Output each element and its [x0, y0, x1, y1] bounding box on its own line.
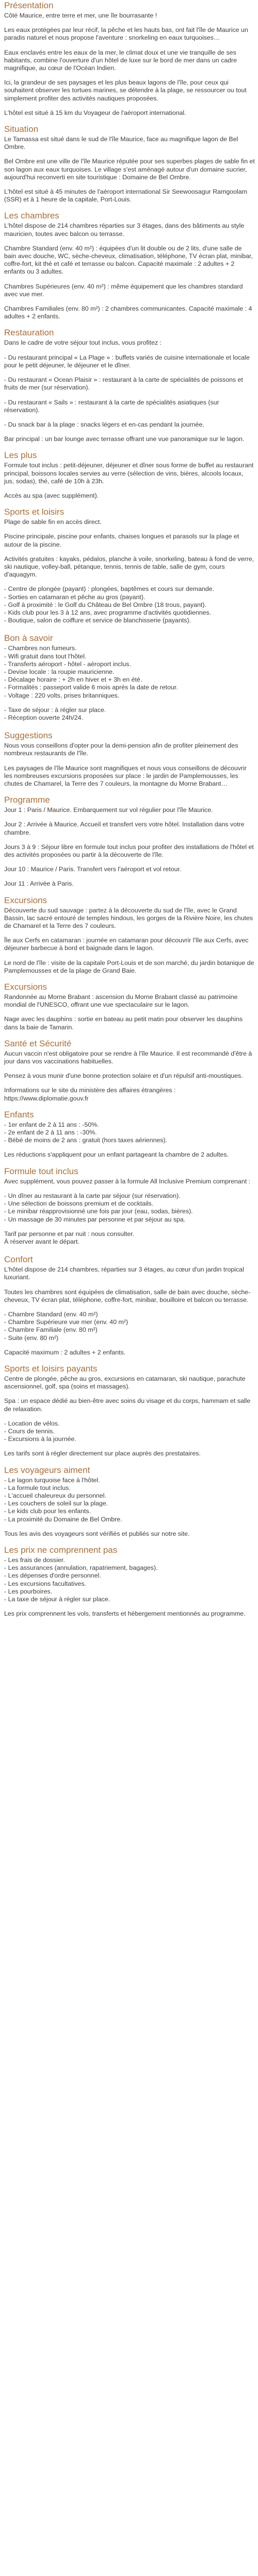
paragraph: Bar principal : un bar lounge avec terrasse offrant une vue panoramique sur le lagon. [4, 435, 245, 443]
section-formule [4, 1166, 255, 1252]
paragraph: Chambre Standard (env. 40 m²) : équipées d'un lit double ou de 2 lits, d'une salle de bain avec douche, WC, sèche-cheveux, climatisation, téléphone, TV écran plat, minibar, coffre-fort, kit thé et café et terrasse ou balcon. Capacité maximale : 2 adultes + 2 enfants ou 3 adultes. [4, 244, 253, 276]
room-type-list [4, 1311, 255, 1342]
list-item: - Chambre Standard (env. 40 m²) [4, 1310, 98, 1318]
section-title: Bon à savoir [4, 633, 53, 643]
section-excursions [4, 895, 255, 975]
section-bon-a-savoir [4, 633, 255, 728]
section-restauration [4, 327, 255, 443]
paragraph: Découverte du sud sauvage : partez à la découverte du sud de l'île, avec le Grand Bassin, lac sacré entouré de temples hindous, les gorges de la Rivière Noire, les chutes de Chamarel et la Terre des 7 couleurs. [4, 906, 253, 930]
section-title: Formule tout inclus [4, 1166, 78, 1176]
list-item: - Les pourboires. [4, 1587, 52, 1595]
section-title: Enfants [4, 1109, 34, 1120]
list-item: - Chambres non fumeurs. [4, 645, 77, 652]
list-item: - Transferts aéroport - hôtel - aéroport inclus. [4, 660, 131, 668]
section-title: Excursions [4, 895, 47, 905]
section-title: Les plus [4, 450, 37, 461]
list-item: - Le lagon turquoise face à l'hôtel. [4, 1476, 100, 1484]
paragraph: Le nord de l'île : visite de la capitale Port-Louis et de son marché, du jardin botanique de Pamplemousses et de la plage de Grand Baie. [4, 959, 254, 974]
section-title: Présentation [4, 1, 54, 10]
child-discount-list [4, 1121, 255, 1145]
list-item: - Formalités : passeport valide 6 mois après la date de retour. [4, 684, 178, 691]
paid-activity-list [4, 1420, 255, 1444]
activity-list [4, 585, 255, 624]
section-title: Restauration [4, 328, 54, 338]
paragraph: - Du restaurant « Sails » : restaurant à la carte de spécialités asiatiques (sur réservation). [4, 398, 219, 414]
paragraph: Dans le cadre de votre séjour tout inclus, vous profitez : [4, 339, 162, 347]
list-item: - Kids club pour les 3 à 12 ans, avec programme d'activités quotidiennes. [4, 608, 212, 616]
paragraph: Jours 3 à 9 : Séjour libre en formule tout inclus pour profiter des installations de l'hôtel et des activités proposées ou partir à la découverte de l'île. [4, 843, 254, 859]
section-enfants [4, 1109, 255, 1159]
paragraph: Les prix comprennent les vols, transferts et hébergement mentionnés au programme. [4, 1610, 246, 1618]
paragraph: Côté Maurice, entre terre et mer, une île bourrasante ! [4, 12, 157, 19]
paragraph: Aucun vaccin n'est obligatoire pour se rendre à l'île Maurice. Il est recommandé d'être à jour dans vos vaccinations habituelles. [4, 1049, 252, 1065]
list-item: - Les assurances (annulation, rapatriement, bagages). [4, 1564, 158, 1572]
list-item: - La proximité du Domaine de Bel Ombre. [4, 1515, 122, 1523]
premium-notes [4, 1230, 255, 1246]
list-item: - Boutique, salon de coiffure et service de blanchisserie (payants). [4, 617, 191, 624]
section-prix-exclus [4, 1545, 255, 1618]
list-item: - Wifi gratuit dans tout l'hôtel. [4, 652, 87, 660]
paragraph: Ici, la grandeur de ses paysages et les plus beaux lagons de l'île, pour ceux qui souhaitent observer les tortues marines, se détendre à la plage, se ressourcer ou tout simplement profiter des activités nautiques proposées. [4, 79, 247, 102]
section-excursions-extra [4, 981, 255, 1031]
paragraph: L'hôtel est situé à 15 km du Voyageur de l'aéroport international. [4, 109, 186, 116]
list-item: - Golf à proximité : le Golf du Château de Bel Ombre (18 trous, payant). [4, 601, 206, 608]
paragraph: Jour 10 : Maurice / Paris. Transfert vers l'aéroport et vol retour. [4, 866, 182, 873]
section-title: Sports et loisirs [4, 507, 64, 517]
section-title: Suggestions [4, 731, 53, 741]
paragraph: Jour 1 : Paris / Maurice. Embarquement sur vol régulier pour l'île Maurice. [4, 806, 213, 814]
info-list-extra [4, 706, 255, 722]
info-list [4, 645, 255, 699]
section-programme [4, 794, 255, 888]
section-title: Situation [4, 124, 39, 134]
premium-list [4, 1192, 255, 1224]
paragraph: Nage avec les dauphins : sortie en bateau au petit matin pour observer les dauphins dans la baie de Tamarin. [4, 1015, 243, 1031]
paragraph: Plage de sable fin en accès direct. [4, 518, 102, 526]
paragraph: Spa : un espace dédié au bien-être avec soins du visage et du corps, hammam et salle de relaxation. [4, 1397, 251, 1413]
section-title: Sports et loisirs payants [4, 1363, 98, 1374]
paragraph: Accès au spa (avec supplément). [4, 492, 99, 499]
section-sports-loisirs [4, 506, 255, 631]
list-item: Tarif par personne et par nuit : nous consulter. [4, 1230, 135, 1238]
list-item: - Excursions à la journée. [4, 1435, 76, 1443]
section-suggestions [4, 730, 255, 788]
highlights-list [4, 1477, 255, 1523]
list-item: - Le minibar réapprovisionné une fois par jour (eau, sodas, bières). [4, 1208, 193, 1215]
list-item: À réserver avant le départ. [4, 1238, 80, 1245]
list-item: - Décalage horaire : + 2h en hiver et + 3h en été. [4, 676, 142, 684]
list-item: - Réception ouverte 24h/24. [4, 714, 83, 721]
list-item: - La formule tout inclus. [4, 1484, 71, 1492]
paragraph: Les paysages de l'île Maurice sont magnifiques et nous vous conseillons de découvrir les nombreuses excursions proposées sur place : le jardin de Pamplemousses, les chutes de Chamarel, la Terre des 7 couleurs, la montagne du Morne Brabant… [4, 764, 247, 787]
paragraph: Jour 2 : Arrivée à Maurice. Accueil et transfert vers votre hôtel. Installation dans votre chambre. [4, 821, 245, 836]
list-item: - Bébé de moins de 2 ans : gratuit (hors taxes aériennes). [4, 1137, 168, 1144]
paragraph: Pensez à vous munir d'une bonne protection solaire et d'un répulsif anti-moustiques. [4, 1072, 243, 1080]
list-item: - Cours de tennis. [4, 1427, 55, 1435]
paragraph: Toutes les chambres sont équipées de climatisation, salle de bain avec douche, sèche-cheveux, TV écran plat, téléphone, coffre-fort, minibar, bouilloire et balcon ou terrasse. [4, 1288, 251, 1303]
section-title: Excursions [4, 982, 47, 992]
paragraph: Centre de plongée, pêche au gros, excursions en catamaran, ski nautique, parachute ascensionnel, golf, spa (soins et massages). [4, 1375, 246, 1391]
list-item: - Sorties en catamaran et pêche au gros (payant). [4, 593, 146, 601]
paragraph: Les réductions s'appliquent pour un enfant partageant la chambre de 2 adultes. [4, 1151, 229, 1159]
list-item: - Un dîner au restaurant à la carte par séjour (sur réservation). [4, 1192, 181, 1199]
paragraph: Île aux Cerfs en catamaran : journée en catamaran pour découvrir l'île aux Cerfs, avec déjeuner barbecue à bord et baignade dans le lagon. [4, 937, 249, 952]
list-item: - Voltage : 220 volts, prises britanniques. [4, 691, 120, 699]
section-sports-payants [4, 1363, 255, 1458]
paragraph: Informations sur le site du ministère des affaires étrangères : https://www.diplomatie.gouv.fr [4, 1087, 176, 1102]
list-item: - Chambre Familiale (env. 80 m²) [4, 1326, 98, 1334]
paragraph: Randonnée au Morne Brabant : ascension du Morne Brabant classé au patrimoine mondial de l'UNESCO, offrant une vue spectaculaire sur le lagon. [4, 993, 238, 1009]
list-item: - Les frais de dossier. [4, 1556, 65, 1564]
paragraph: - Du restaurant principal « La Plage » : buffets variés de cuisine internationale et locale pour le petit déjeuner, le déjeuner et le dîner. [4, 353, 250, 369]
list-item: - Les couchers de soleil sur la plage. [4, 1500, 108, 1507]
paragraph: Activités gratuites : kayaks, pédalos, planche à voile, snorkeling, bateau à fond de verre, ski nautique, volley-ball, pétanque, tennis, tennis de table, salle de gym, cours d'aquagym. [4, 555, 254, 579]
list-item: - Une sélection de boissons premium et de cocktails. [4, 1200, 154, 1208]
list-item: - Location de vélos. [4, 1419, 60, 1427]
list-item: - Un massage de 30 minutes par personne et par séjour au spa. [4, 1215, 186, 1223]
list-item: - Les dépenses d'ordre personnel. [4, 1572, 101, 1580]
paragraph: Avec supplément, vous pouvez passer à la formule All Inclusive Premium comprenant : [4, 1177, 251, 1185]
list-item: - Suite (env. 80 m²) [4, 1334, 59, 1342]
section-title: Les chambres [4, 211, 59, 221]
list-item: - Les excursions facultatives. [4, 1580, 87, 1587]
paragraph: Le Tamassa est situé dans le sud de l'île Maurice, face au magnifique lagon de Bel Ombre. [4, 135, 238, 151]
section-situation [4, 124, 255, 204]
section-confort [4, 1254, 255, 1357]
paragraph: Capacité maximum : 2 adultes + 2 enfants. [4, 1348, 126, 1356]
paragraph: Chambres Familiales (env. 80 m²) : 2 chambres communicantes. Capacité maximale : 4 adultes + 2 enfants. [4, 305, 252, 320]
paragraph: L'hôtel dispose de 214 chambres réparties sur 3 étages, dans des bâtiments au style mauricien, toutes avec balcon ou terrasse. [4, 222, 245, 238]
section-title: Programme [4, 795, 50, 805]
paragraph: - Du restaurant « Ocean Plaisir » : restaurant à la carte de spécialités de poissons et fruits de mer (sur réservation). [4, 376, 243, 392]
paragraph: Les tarifs sont à régler directement sur place auprès des prestataires. [4, 1450, 201, 1458]
paragraph: Bel Ombre est une ville de l'île Maurice réputée pour ses superbes plages de sable fin et son lagon aux eaux turquoises. Le village s'est aménagé autour d'un domaine sucrier, aujourd'hui reconverti en site touristique : Domaine de Bel Ombre. [4, 158, 255, 181]
section-voyageurs-aiment [4, 1465, 255, 1538]
excluded-list [4, 1556, 255, 1603]
paragraph: Jour 11 : Arrivée à Paris. [4, 880, 74, 888]
section-sante-securite [4, 1038, 255, 1103]
section-title: Les prix ne comprennent pas [4, 1545, 118, 1555]
list-item: - 2e enfant de 2 à 11 ans : -30%. [4, 1129, 97, 1137]
paragraph: Eaux enclavés entre les eaux de la mer, le climat doux et une vie tranquille de ses habitants, combine l'ouverture d'un hôtel de luxe sur le bord de mer dans un cadre magnifique, au cœur de l'Océan Indien. [4, 48, 237, 72]
section-title: Santé et Sécurité [4, 1038, 72, 1048]
list-item: - Taxe de séjour : à régler sur place. [4, 706, 106, 714]
list-item: - La taxe de séjour à régler sur place. [4, 1596, 110, 1603]
section-chambres [4, 210, 255, 320]
section-presentation [4, 0, 255, 117]
paragraph: L'hôtel est situé à 45 minutes de l'aéroport international Sir Seewoosagur Ramgoolam (SSR) et à 1 heure de la capitale, Port-Louis. [4, 188, 248, 204]
paragraph: L'hôtel dispose de 214 chambres, réparties sur 3 étages, au cœur d'un jardin tropical luxuriant. [4, 1266, 244, 1281]
list-item: - Devise locale : la roupie mauricienne. [4, 668, 115, 675]
list-item: - 1er enfant de 2 à 11 ans : -50%. [4, 1121, 99, 1128]
list-item: - Le kids club pour les enfants. [4, 1507, 91, 1515]
paragraph: Formule tout inclus : petit-déjeuner, déjeuner et dîner sous forme de buffet au restaurant principal, boissons locales servies au verre (sélection de vins, bières, alcools locaux, jus, sodas), thé, café de 10h à 23h. [4, 462, 254, 485]
paragraph: - Du snack bar à la plage : snacks légers et en-cas pendant la journée. [4, 420, 204, 428]
paragraph: Nous vous conseillons d'opter pour la demi-pension afin de profiter pleinement des nombreux restaurants de l'île. [4, 742, 238, 757]
paragraph: Chambres Supérieures (env. 40 m²) : même équipement que les chambres standard avec vue mer. [4, 282, 243, 298]
section-title: Confort [4, 1255, 33, 1265]
paragraph: Les eaux protégées par leur récif, la pêche et les hauts bas, ont fait l'île de Maurice un paradis naturel et nous propose l'aventure : snorkeling en eaux turquoises… [4, 26, 248, 42]
list-item: - L'accueil chaleureux du personnel. [4, 1492, 106, 1499]
paragraph: Tous les avis des voyageurs sont vérifiés et publiés sur notre site. [4, 1530, 190, 1537]
section-title: Les voyageurs aiment [4, 1465, 90, 1475]
list-item: - Chambre Supérieure vue mer (env. 40 m²) [4, 1318, 128, 1326]
section-les-plus [4, 450, 255, 500]
list-item: - Centre de plongée (payant) : plongées, baptêmes et cours sur demande. [4, 585, 215, 593]
paragraph: Piscine principale, piscine pour enfants, chaises longues et parasols sur la plage et autour de la piscine. [4, 533, 239, 548]
